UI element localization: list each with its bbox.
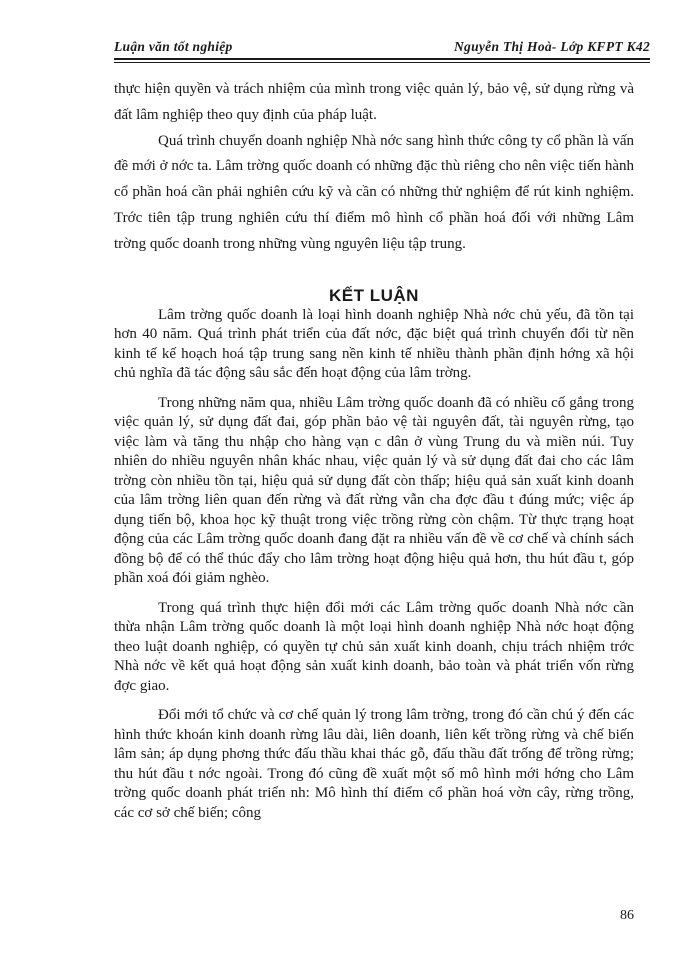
section-heading: KẾT LUẬN <box>329 285 419 305</box>
header-author-label: Nguyễn Thị Hoà- Lớp KFPT K42 <box>453 39 650 54</box>
conclusion-section <box>114 286 634 824</box>
header-rule <box>114 58 650 60</box>
conclusion-paragraph-2: Trong những năm qua, nhiều Lâm trờng quốc doanh đã có nhiều cố gắng trong việc quản lý, sử dụng đất đai, góp phần bảo vệ tài nguyên đất, tài nguyên rừng, tạo việc làm và tăng thu nhập cho hàng vạn c dân ở vùng Trung du và miền núi. Tuy nhiên do nhiều nguyên nhân khác nhau, việc quản lý và sử dụng đất đai cho các lâm trờng còn nhiều tồn tại, hiệu quả sử dụng đất còn thấp; hiệu quả sản xuất kinh doanh của lâm trờng liên quan đến rừng và đất rừng vẫn cha đợc đầu t đúng mức; việc áp dụng tiến bộ, khoa học kỹ thuật trong việc trồng rừng còn chậm. Từ thực trạng hoạt động của các Lâm trờng quốc doanh đang đặt ra nhiều vấn đề về cơ chế và chính sách đồng bộ để có thể thúc đẩy cho lâm trờng hoạt động hiệu quả hơn, thu hút đầu t, góp phần xoá đói giảm nghèo. <box>114 394 634 587</box>
page-number: 86 <box>620 908 634 923</box>
conclusion-paragraph-3: Trong quá trình thực hiện đổi mới các Lâm trờng quốc doanh Nhà nớc cần thừa nhận Lâm trờng quốc doanh là một loại hình doanh nghiệp Nhà nớc hoạt động theo luật doanh nghiệp, có quyền tự chủ sản xuất kinh doanh, chịu trách nhiệm trớc Nhà nớc về kết quả hoạt động sản xuất kinh doanh, bảo toàn và phát triển vốn rừng đợc giao. <box>114 599 634 694</box>
intro-paragraph-1: thực hiện quyền và trách nhiệm của mình trong việc quản lý, bảo vệ, sử dụng rừng và đất lâm nghiệp theo quy định của pháp luật. <box>114 81 634 123</box>
header-rule-thin <box>114 62 650 63</box>
conclusion-paragraph-4: Đổi mới tổ chức và cơ chế quản lý trong lâm trờng, trong đó cần chú ý đến các hình thức khoán kinh doanh rừng lâu dài, liên doanh, liên kết trồng rừng và chế biến lâm sản; áp dụng phơng thức đấu thầu khai thác gỗ, đấu thầu đất trống để trồng rừng; thu hút đầu t nớc ngoài. Trong đó cũng đề xuất một số mô hình mới hớng cho Lâm trờng quốc doanh phát triển nh: Mô hình thí điểm cổ phần hoá vờn cây, rừng trồng, các cơ sở chế biến; công <box>114 707 634 821</box>
intro-section <box>114 77 634 258</box>
conclusion-paragraph-1: Lâm trờng quốc doanh là loại hình doanh nghiệp Nhà nớc chủ yếu, đã tồn tại hơn 40 năm. Quá trình phát triển của đất nớc, đặc biệt quá trình chuyển đổi từ nền kinh tế kế hoạch hoá tập trung sang nền kinh tế nhiều thành phần định hớng xã hội chủ nghĩa đã tác động sâu sắc đến hoạt động của lâm trờng. <box>114 306 634 382</box>
running-header <box>114 37 650 59</box>
intro-paragraph-2: Quá trình chuyển doanh nghiệp Nhà nớc sang hình thức công ty cổ phần là vấn đề mới ở nớc ta. Lâm trờng quốc doanh có những đặc thù riêng cho nên việc tiến hành cổ phần hoá cần phải nghiên cứu kỹ và cần có những thử nghiệm để rút kinh nghiệm. Trớc tiên tập trung nghiên cứu thí điểm mô hình cổ phần hoá đối với những Lâm trờng quốc doanh trong những vùng nguyên liệu tập trung. <box>114 132 634 252</box>
page-body <box>114 77 634 823</box>
header-thesis-label: Luận văn tốt nghiệp <box>114 39 233 54</box>
